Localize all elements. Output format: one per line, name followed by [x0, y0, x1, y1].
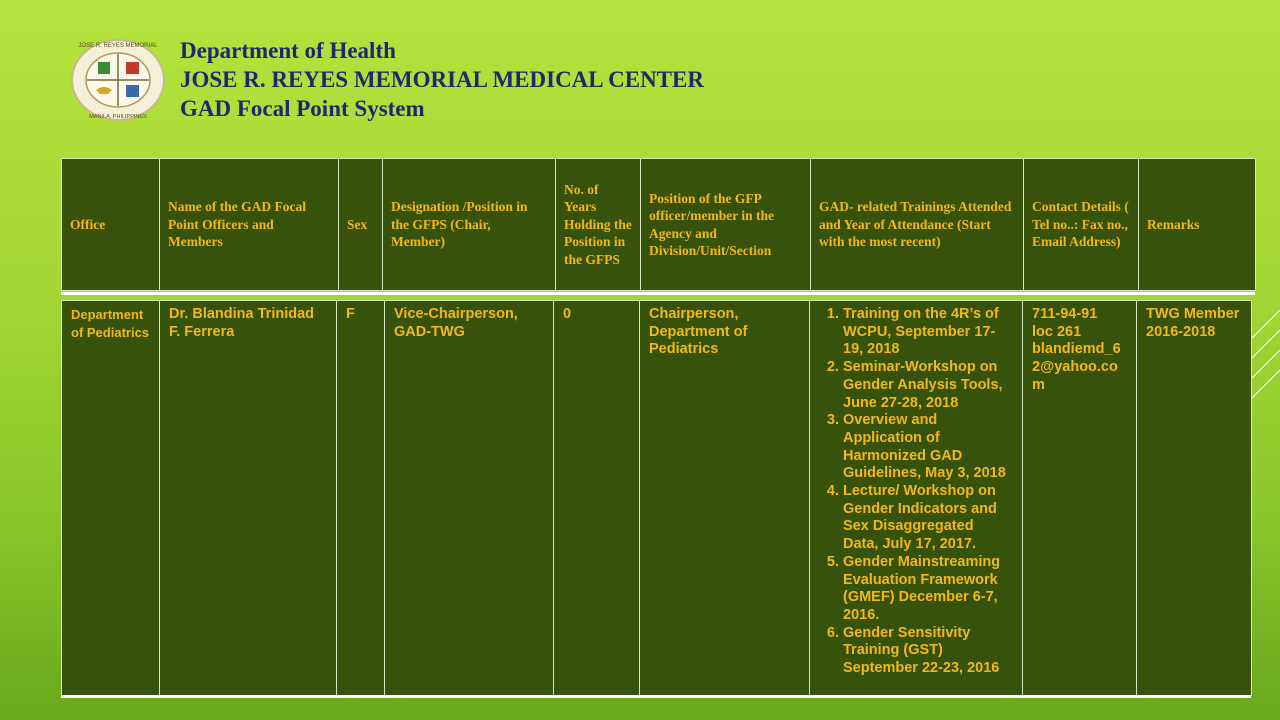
training-item: 1. Training on the 4R’s of WCPU, September 17-19, 2018 — [843, 306, 1013, 359]
cell-name: Dr. Blandina Trinidad F. Ferrera — [160, 301, 337, 696]
training-item: 2. Seminar-Workshop on Gender Analysis Tools, June 27-28, 2018 — [843, 359, 1013, 412]
contact-phone: 711-94-91 — [1032, 306, 1098, 322]
header-remarks: Remarks — [1139, 159, 1256, 291]
hospital-seal-logo — [70, 38, 166, 122]
cell-remarks: TWG Member 2016-2018 — [1137, 301, 1252, 696]
header-office: Office — [62, 159, 160, 291]
table-body — [61, 300, 1252, 696]
table-bottom-border — [61, 695, 1251, 698]
cell-office: Department of Pediatrics — [62, 301, 160, 696]
contact-loc: loc 261 — [1032, 323, 1082, 340]
trainings-list — [819, 306, 1013, 678]
table-row — [62, 301, 1252, 696]
header-sex: Sex — [339, 159, 383, 291]
header-divider — [61, 292, 1255, 295]
cell-trainings — [810, 301, 1023, 696]
contact-email: blandiemd_62@yahoo.com — [1032, 341, 1121, 393]
table-header — [61, 158, 1256, 291]
header-years: No. of Years Holding the Position in the GFPS — [556, 159, 641, 291]
header-position: Position of the GFP officer/member in the Agency and Division/Unit/Section — [641, 159, 811, 291]
training-item: 6. Gender Sensitivity Training (GST) September 22-23, 2016 — [843, 625, 1013, 678]
page-header — [180, 36, 704, 123]
training-item: 4. Lecture/ Workshop on Gender Indicators and Sex Disaggregated Data, July 17, 2017. — [843, 483, 1013, 554]
header-line-1: Department of Health — [180, 38, 396, 63]
header-trainings: GAD- related Trainings Attended and Year of Attendance (Start with the most recent) — [811, 159, 1024, 291]
cell-years: 0 — [554, 301, 640, 696]
header-line-2: JOSE R. REYES MEMORIAL MEDICAL CENTER — [180, 67, 704, 92]
header-name: Name of the GAD Focal Point Officers and Members — [160, 159, 339, 291]
cell-contact — [1023, 301, 1137, 696]
header-designation: Designation /Position in the GFPS (Chair, Member) — [383, 159, 556, 291]
svg-text:MANILA, PHILIPPINES: MANILA, PHILIPPINES — [89, 114, 147, 120]
cell-position: Chairperson, Department of Pediatrics — [640, 301, 810, 696]
training-item: 3. Overview and Application of Harmonized GAD Guidelines, May 3, 2018 — [843, 412, 1013, 483]
cell-sex: F — [337, 301, 385, 696]
training-item: 5. Gender Mainstreaming Evaluation Framework (GMEF) December 6-7, 2016. — [843, 554, 1013, 625]
svg-text:JOSE R. REYES MEMORIAL: JOSE R. REYES MEMORIAL — [78, 43, 158, 49]
cell-designation: Vice-Chairperson, GAD-TWG — [385, 301, 554, 696]
header-line-3: GAD Focal Point System — [180, 96, 425, 121]
header-contact: Contact Details ( Tel no..: Fax no., Email Address) — [1024, 159, 1139, 291]
